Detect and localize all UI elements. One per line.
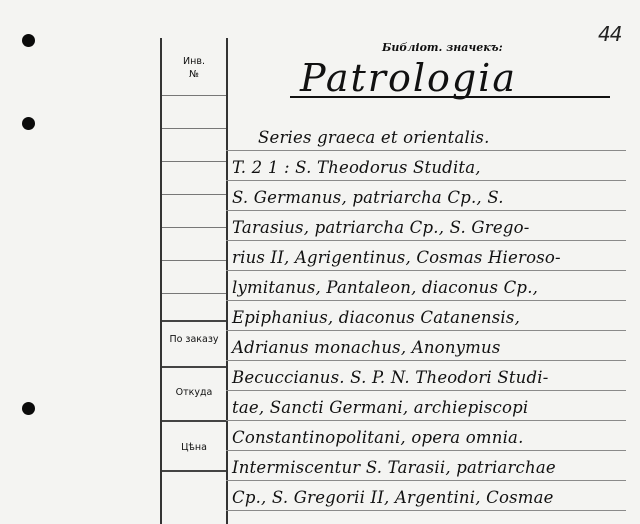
card-rule [226,450,626,451]
text-line: Intermiscentur S. Tarasii, patriarchae [232,458,556,477]
column-rule [162,194,226,195]
column-rule [162,95,226,96]
source-label: Откуда [175,387,213,398]
card-rule [226,510,626,511]
corner-number: 44 [598,22,622,46]
text-line: Tarasius, patriarcha Cp., S. Grego- [232,218,530,237]
column-rule [162,320,226,322]
card-rule [226,150,626,151]
column-rule [162,293,226,294]
number-label: № [189,69,199,80]
column-rule [162,128,226,129]
inventory-label: Инв. [183,56,205,67]
card-rule [226,390,626,391]
text-line: Becuccianus. S. P. N. Theodori Studi- [232,368,549,387]
text-line: Epiphanius, diaconus Catanensis, [232,308,521,327]
card-rule [226,420,626,421]
library-mark-label: Библіот. значекъ: [382,41,503,54]
column-rule [162,366,226,368]
card-rule [226,360,626,361]
text-line: S. Germanus, patriarcha Cp., S. [232,188,504,207]
punch-hole [22,34,35,47]
price-label: Цѣна [181,442,207,453]
text-line: rius II, Agrigentinus, Cosmas Hieroso- [232,248,561,267]
column-rule [162,470,226,472]
text-line: Adrianus monachus, Anonymus [232,338,501,357]
column-rule [162,260,226,261]
card-rule [226,240,626,241]
card-rule [226,210,626,211]
text-line: Constantinopolitani, opera omnia. [232,428,524,447]
column-rule [162,161,226,162]
card-title: Patrologia [300,56,517,100]
text-line: T. 2 1 : S. Theodorus Studita, [232,158,481,177]
column-rule [162,227,226,228]
title-underline [290,96,610,98]
text-line: Cp., S. Gregorii II, Argentini, Cosmae [232,488,554,507]
text-line: Series graeca et orientalis. [258,128,490,147]
card-rule [226,480,626,481]
column-rule [162,420,226,422]
punch-hole [22,117,35,130]
card-rule [226,180,626,181]
order-label: По заказу [169,334,219,345]
card-rule [226,330,626,331]
left-margin-column [160,38,228,524]
text-line: lymitanus, Pantaleon, diaconus Cp., [232,278,539,297]
card-rule [226,270,626,271]
punch-hole [22,402,35,415]
card-rule [226,300,626,301]
text-line: tae, Sancti Germani, archiepiscopi [232,398,529,417]
